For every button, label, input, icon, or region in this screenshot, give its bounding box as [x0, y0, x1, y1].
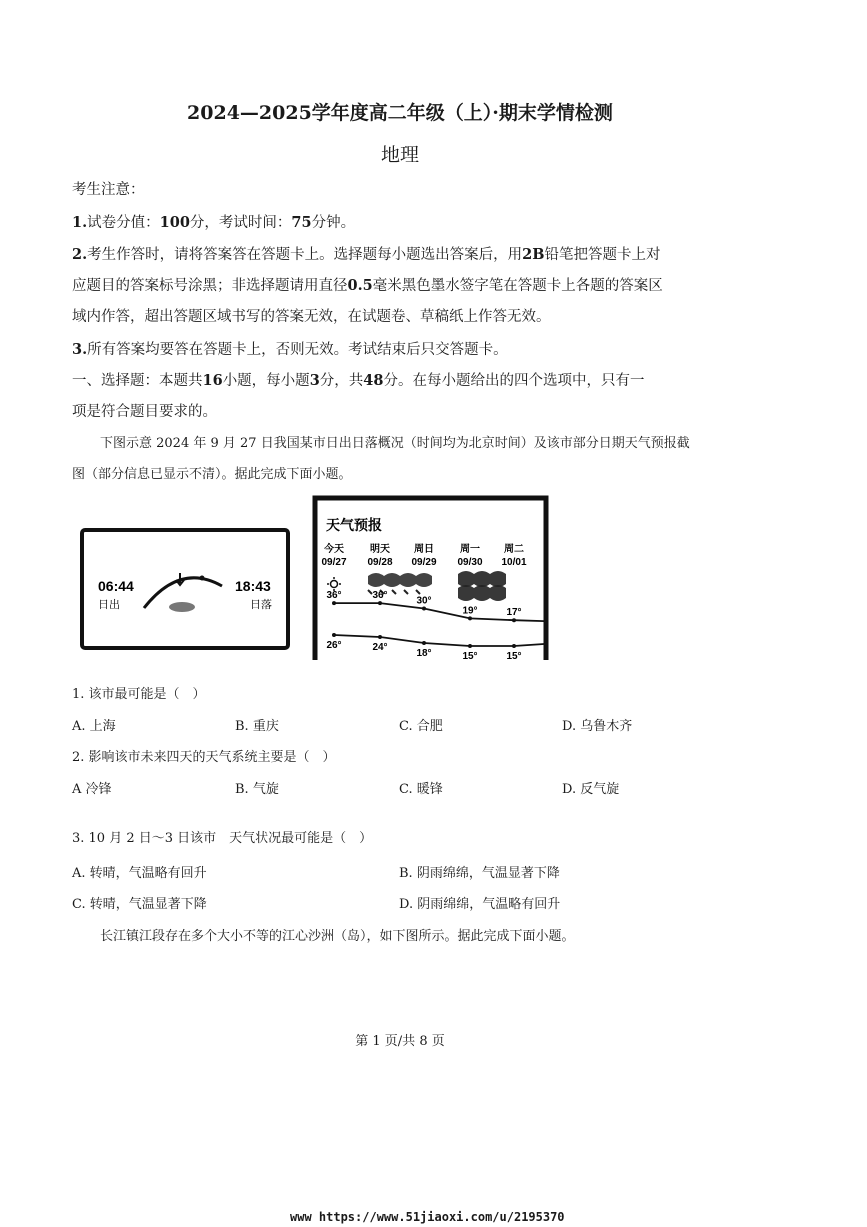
- high-temp-label: 30°: [416, 595, 432, 607]
- watermark-url: www https://www.51jiaoxi.com/u/2195370: [290, 1210, 565, 1224]
- low-temp-label: 15°: [506, 651, 522, 662]
- page-number: 第 1 页/共 8 页: [355, 1034, 445, 1049]
- forecast-day-name: 周二: [504, 544, 524, 555]
- forecast-title: 天气预报: [326, 517, 382, 533]
- low-temp-point: [332, 633, 336, 637]
- q2-option-d[interactable]: D. 反气旋: [562, 782, 620, 797]
- sunrise-label: 日出: [98, 599, 120, 611]
- intro-2: 长江镇江段存在多个大小不等的江心沙洲（岛），如下图所示。据此完成下面小题。: [100, 929, 575, 944]
- section-1-heading: 一、选择题：本题共16小题，每小题3分，共48分。在每小题给出的四个选项中，只有一: [72, 372, 645, 389]
- section-1-heading-line-2: 项是符合题目要求的。: [72, 404, 217, 420]
- high-temp-label: 36°: [372, 590, 388, 602]
- low-temp-point: [512, 644, 516, 648]
- low-temp-label: 18°: [416, 648, 432, 659]
- q1-option-a[interactable]: A. 上海: [72, 719, 116, 734]
- sun-position-dot: [200, 576, 205, 581]
- q1-option-d[interactable]: D. 乌鲁木齐: [562, 719, 633, 734]
- question-1-stem: 1. 该市最可能是（ ）: [72, 687, 206, 702]
- low-temp-point: [378, 635, 382, 639]
- q1-option-c[interactable]: C. 合肥: [399, 719, 443, 734]
- forecast-day-name: 周日: [414, 544, 434, 555]
- weather-forecast-figure: [312, 494, 550, 662]
- subject-title: 地理: [380, 144, 419, 166]
- high-temp-point: [332, 601, 336, 605]
- forecast-day-date: 10/01: [501, 557, 527, 568]
- notice-item-1: 1.试卷分值：100分，考试时间：75分钟。: [72, 214, 356, 231]
- q3-option-b[interactable]: B. 阴雨绵绵，气温显著下降: [399, 866, 560, 881]
- low-temp-label: 24°: [372, 642, 388, 653]
- forecast-day-date: 09/30: [457, 557, 483, 568]
- q3-option-c[interactable]: C. 转晴，气温显著下降: [72, 897, 207, 912]
- page-title: 2024—2025学年度高二年级（上）·期末学情检测: [187, 102, 613, 124]
- high-temp-label: 36°: [326, 590, 342, 602]
- high-temp-label: 17°: [506, 607, 522, 619]
- notice-heading: 考生注意：: [72, 182, 145, 198]
- high-temp-point: [378, 601, 382, 605]
- forecast-day-date: 09/28: [367, 557, 393, 568]
- q3-option-d[interactable]: D. 阴雨绵绵，气温略有回升: [399, 897, 561, 912]
- notice-item-2-line-2: 应题目的答案标号涂黑；非选择题请用直径0.5毫米黑色墨水签字笔在答题卡上各题的答案区: [72, 277, 663, 294]
- high-temp-point: [422, 607, 426, 611]
- horizon-sun-icon: [169, 602, 195, 612]
- sunset-label: 日落: [250, 599, 272, 611]
- notice-item-2-line-1: 2.考生作答时，请将答案答在答题卡上。选择题每小题选出答案后，用2B铅笔把答题卡上对: [72, 246, 661, 263]
- sunrise-sunset-figure: [80, 528, 290, 650]
- question-3-stem: 3. 10 月 2 日～3 日该市 天气状况最可能是（ ）: [72, 831, 373, 846]
- notice-item-3: 3.所有答案均要答在答题卡上，否则无效。考试结束后只交答题卡。: [72, 341, 508, 358]
- question-2-stem: 2. 影响该市未来四天的天气系统主要是（ ）: [72, 750, 336, 765]
- q2-option-a[interactable]: A 冷锋: [72, 782, 112, 797]
- low-temp-label: 15°: [462, 651, 478, 662]
- q2-option-c[interactable]: C. 暖锋: [399, 782, 443, 797]
- low-temp-point: [468, 644, 472, 648]
- forecast-day-date: 09/29: [411, 557, 437, 568]
- high-temp-label: 19°: [462, 605, 478, 617]
- notice-item-2-line-3: 域内作答，超出答题区域书写的答案无效，在试题卷、草稿纸上作答无效。: [72, 309, 551, 325]
- low-temp-label: 26°: [326, 640, 342, 651]
- q3-option-a[interactable]: A. 转晴，气温略有回升: [72, 866, 207, 881]
- intro-1-line-2: 图（部分信息已显示不清）。据此完成下面小题。: [72, 467, 352, 482]
- forecast-day-name: 今天: [324, 544, 344, 555]
- forecast-day-date: 09/27: [321, 557, 347, 568]
- sunset-time: 18:43: [235, 578, 271, 594]
- low-temp-point: [422, 641, 426, 645]
- forecast-day-name: 明天: [370, 544, 390, 555]
- high-temp-point: [468, 616, 472, 620]
- forecast-day-name: 周一: [460, 544, 480, 555]
- high-temp-point: [512, 618, 516, 622]
- sunrise-time: 06:44: [98, 578, 134, 594]
- intro-1-line-1: 下图示意 2024 年 9 月 27 日我国某市日出日落概况（时间均为北京时间）及该市部分日期天气预报截: [100, 436, 690, 451]
- q1-option-b[interactable]: B. 重庆: [235, 719, 279, 734]
- q2-option-b[interactable]: B. 气旋: [235, 782, 279, 797]
